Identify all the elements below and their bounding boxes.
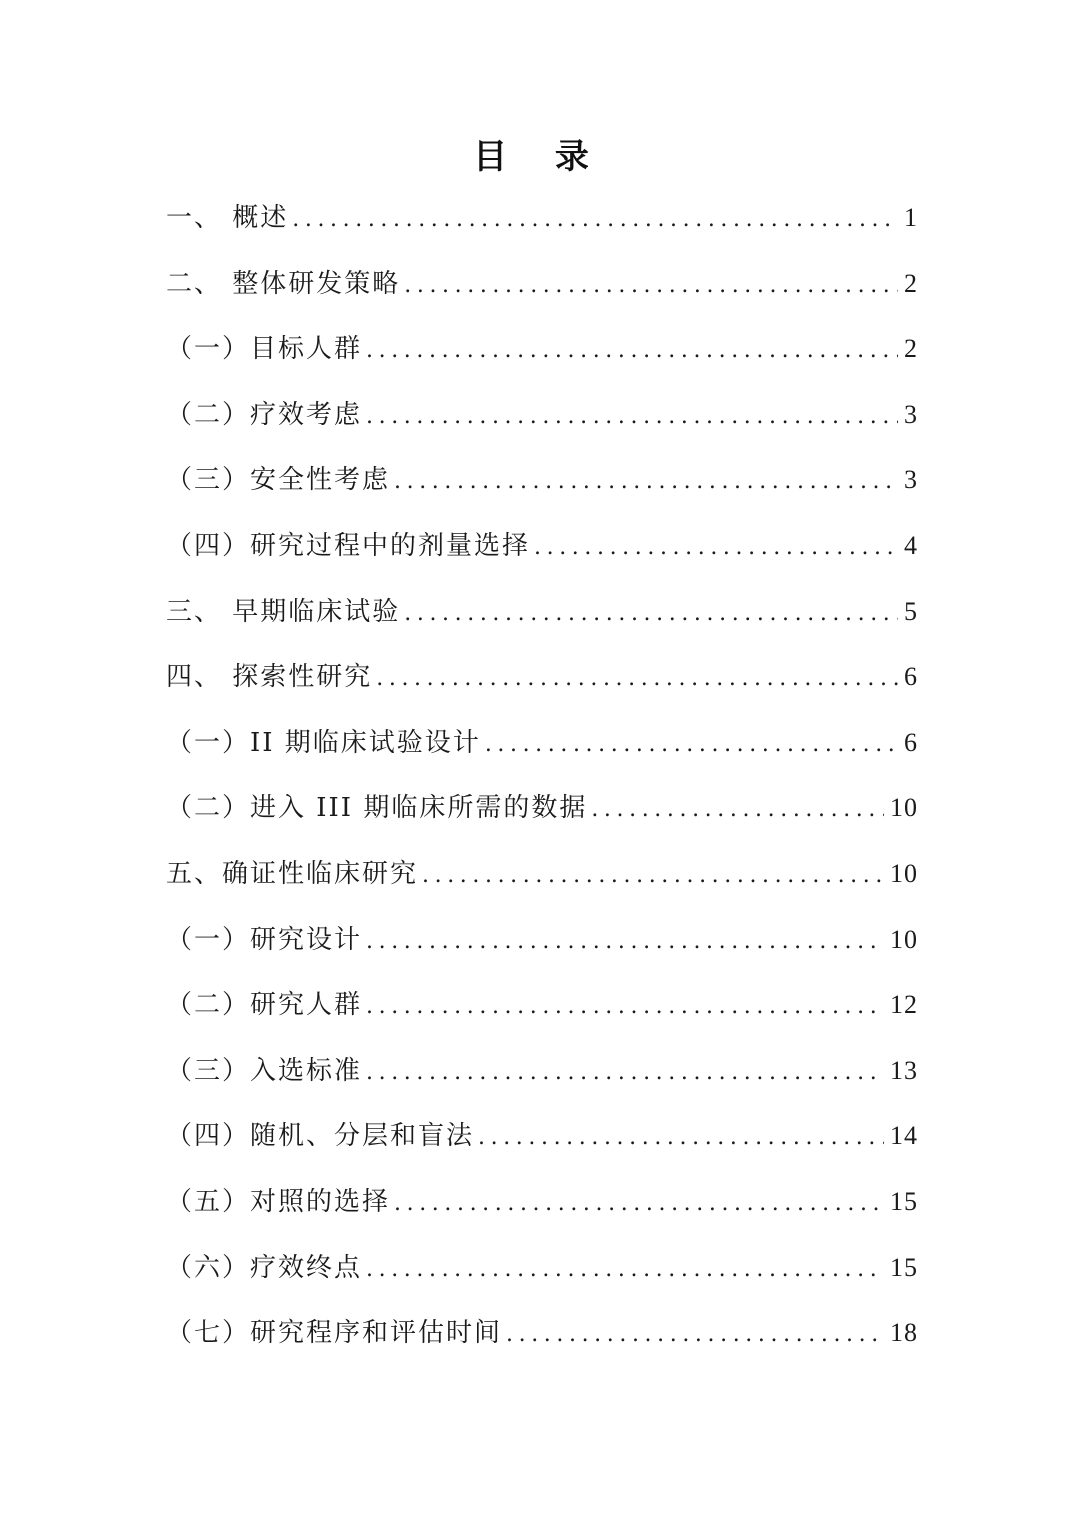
toc-entry-label: （四）研究过程中的剂量选择 (166, 530, 531, 561)
toc-entry (166, 712, 918, 778)
toc-leader-dots (485, 732, 898, 757)
toc-entry (166, 974, 918, 1040)
toc-entry-page: 15 (890, 1252, 918, 1282)
toc-leader-dots (591, 797, 884, 822)
toc-entry-page: 12 (890, 990, 918, 1020)
toc-entry (166, 318, 918, 384)
toc-entry-page: 2 (904, 334, 918, 364)
toc-entry-label: （一）目标人群 (166, 334, 363, 365)
toc-leader-dots (366, 338, 898, 363)
toc-entry-page: 1 (904, 203, 918, 232)
toc-entry (166, 843, 918, 909)
toc-entry-label: （七）研究程序和评估时间 (166, 1318, 503, 1349)
toc-entry-page: 6 (904, 662, 918, 692)
toc-entry (166, 909, 918, 975)
toc-entry-label: （一）研究设计 (166, 924, 363, 955)
toc-entry-page: 15 (890, 1186, 918, 1216)
toc-entry (166, 449, 918, 515)
toc-entry (166, 1105, 918, 1171)
toc-entry (166, 777, 918, 843)
toc-leader-dots (404, 601, 898, 626)
toc-entry-page: 10 (890, 793, 918, 823)
toc-leader-dots (366, 994, 884, 1019)
page-title: 目 录 (473, 137, 607, 177)
toc-leader-dots (506, 1322, 884, 1347)
table-of-contents (166, 187, 918, 1368)
toc-leader-dots (376, 666, 898, 691)
toc-entry (166, 1171, 918, 1237)
toc-entry-page: 18 (890, 1318, 918, 1348)
toc-entry (166, 1237, 918, 1303)
toc-entry-label: 一、 概述 (166, 203, 289, 233)
toc-entry-page: 4 (904, 530, 918, 560)
toc-leader-dots (292, 207, 898, 232)
toc-entry-label: 二、 整体研发策略 (166, 268, 401, 299)
toc-leader-dots (394, 469, 898, 494)
toc-entry-label: （二）疗效考虑 (166, 399, 363, 430)
toc-entry-label: （二）进入 III 期临床所需的数据 (166, 793, 588, 824)
toc-entry-page: 10 (890, 858, 918, 888)
toc-entry-page: 10 (890, 924, 918, 954)
toc-entry (166, 384, 918, 450)
toc-entry (166, 581, 918, 647)
toc-entry-label: （六）疗效终点 (166, 1252, 363, 1283)
toc-entry-page: 14 (890, 1121, 918, 1151)
toc-leader-dots (422, 863, 884, 888)
toc-leader-dots (366, 929, 884, 954)
toc-entry-label: 四、 探索性研究 (166, 662, 373, 693)
toc-entry (166, 253, 918, 319)
toc-entry-page: 6 (904, 727, 918, 757)
toc-entry-label: 五、确证性临床研究 (166, 858, 419, 889)
toc-entry (166, 187, 918, 253)
toc-leader-dots (366, 1060, 884, 1085)
toc-entry-label: （一）II 期临床试验设计 (166, 727, 481, 758)
toc-entry-page: 2 (904, 268, 918, 298)
toc-entry-page: 3 (904, 399, 918, 429)
toc-entry-label: （三）安全性考虑 (166, 465, 391, 496)
toc-leader-dots (394, 1191, 884, 1216)
toc-entry (166, 515, 918, 581)
toc-leader-dots (404, 273, 898, 298)
toc-leader-dots (366, 404, 898, 429)
toc-entry-page: 3 (904, 465, 918, 495)
toc-entry-label: （四）随机、分层和盲法 (166, 1121, 475, 1152)
toc-entry-label: （三）入选标准 (166, 1055, 363, 1086)
toc-leader-dots (534, 535, 898, 560)
toc-entry-label: 三、 早期临床试验 (166, 596, 401, 627)
toc-entry-page: 5 (904, 596, 918, 626)
toc-entry-label: （五）对照的选择 (166, 1186, 391, 1217)
toc-leader-dots (366, 1257, 884, 1282)
toc-entry (166, 1040, 918, 1106)
toc-entry (166, 646, 918, 712)
toc-entry-label: （二）研究人群 (166, 990, 363, 1021)
toc-entry (166, 1302, 918, 1368)
toc-leader-dots (478, 1125, 884, 1150)
toc-entry-page: 13 (890, 1055, 918, 1085)
